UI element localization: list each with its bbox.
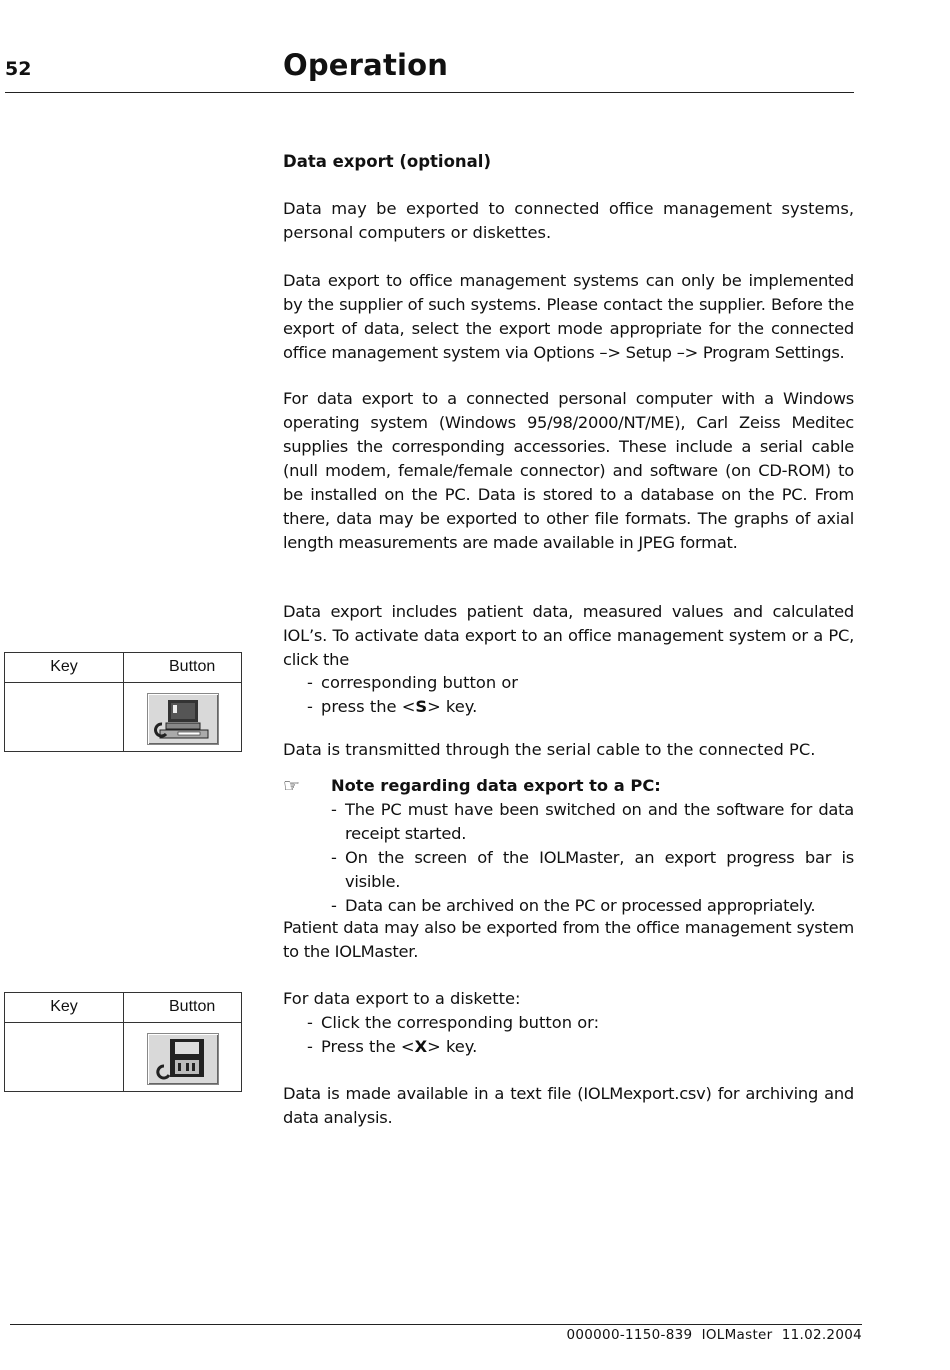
key-header: Key [50,658,78,675]
diskette-export-button[interactable] [147,1033,219,1085]
office-export-paragraph: Data export to office management systems can only be implemented by the supplier of such systems. Please contact the supplier. Before the export of data, select the export mode appropriate for the connected office management system via Options –> Setup –> Program Settings. [283,271,854,362]
button-header: Button [169,998,216,1015]
footer-divider [10,1324,862,1325]
key-s: S [415,697,428,716]
key-x: X [414,1037,428,1056]
page-number: 52 [5,58,32,80]
diskette-steps [283,1011,854,1059]
list-item: - Click the corresponding button or: [307,1013,600,1032]
list-item: - Press the <X> key. [307,1037,478,1056]
intro-paragraph: Data may be exported to connected office management systems, personal computers or diskettes. [283,199,854,242]
patient-import-paragraph: Patient data may also be exported from the office management system to the IOLMaster. [283,918,854,961]
pc-export-paragraph: For data export to a connected personal computer with a Windows operating system (Windows 95/98/2000/NT/ME), Carl Zeiss Meditec supplies the corresponding accessories. These include a serial cable (null modem, female/female connector) and software (on CD-ROM) to be installed on the PC. Data is stored to a database on the PC. From there, data may be exported to other file formats. The graphs of axial length measurements are made available in JPEG format. [283,389,854,552]
section-heading: Data export (optional) [283,152,491,171]
pc-export-steps [283,671,854,719]
diskette-paragraph: For data export to a diskette: [283,989,521,1008]
footer-document-id: 000000-1150-839 IOLMaster 11.02.2004 [566,1327,862,1343]
key-header: Key [50,998,78,1015]
list-item: - On the screen of the IOLMaster, an export progress bar is visible. [331,848,854,891]
list-item: - The PC must have been switched on and the software for data receipt started. [331,800,854,843]
list-item: - press the <S> key. [307,697,478,716]
note-block [283,774,854,918]
pointing-hand-icon: ☞ [283,775,301,797]
note-title: Note regarding data export to a PC: [331,776,661,795]
list-item: - corresponding button or [307,673,518,692]
key-button-table-diskette [4,992,242,1092]
button-header: Button [169,658,216,675]
activate-export-paragraph: Data export includes patient data, measured values and calculated IOL’s. To activate data export to an office management system or a PC, click the [283,602,854,669]
header-divider [5,92,854,93]
list-item: - Data can be archived on the PC or processed appropriately. [331,896,816,915]
pc-export-icon [148,694,218,744]
pc-export-button[interactable] [147,693,219,745]
transmit-paragraph: Data is transmitted through the serial cable to the connected PC. [283,740,816,759]
key-button-table-pc [4,652,242,752]
csv-paragraph: Data is made available in a text file (IOLMexport.csv) for archiving and data analysis. [283,1084,854,1127]
diskette-export-icon [148,1034,218,1084]
page-title: Operation [283,48,449,82]
